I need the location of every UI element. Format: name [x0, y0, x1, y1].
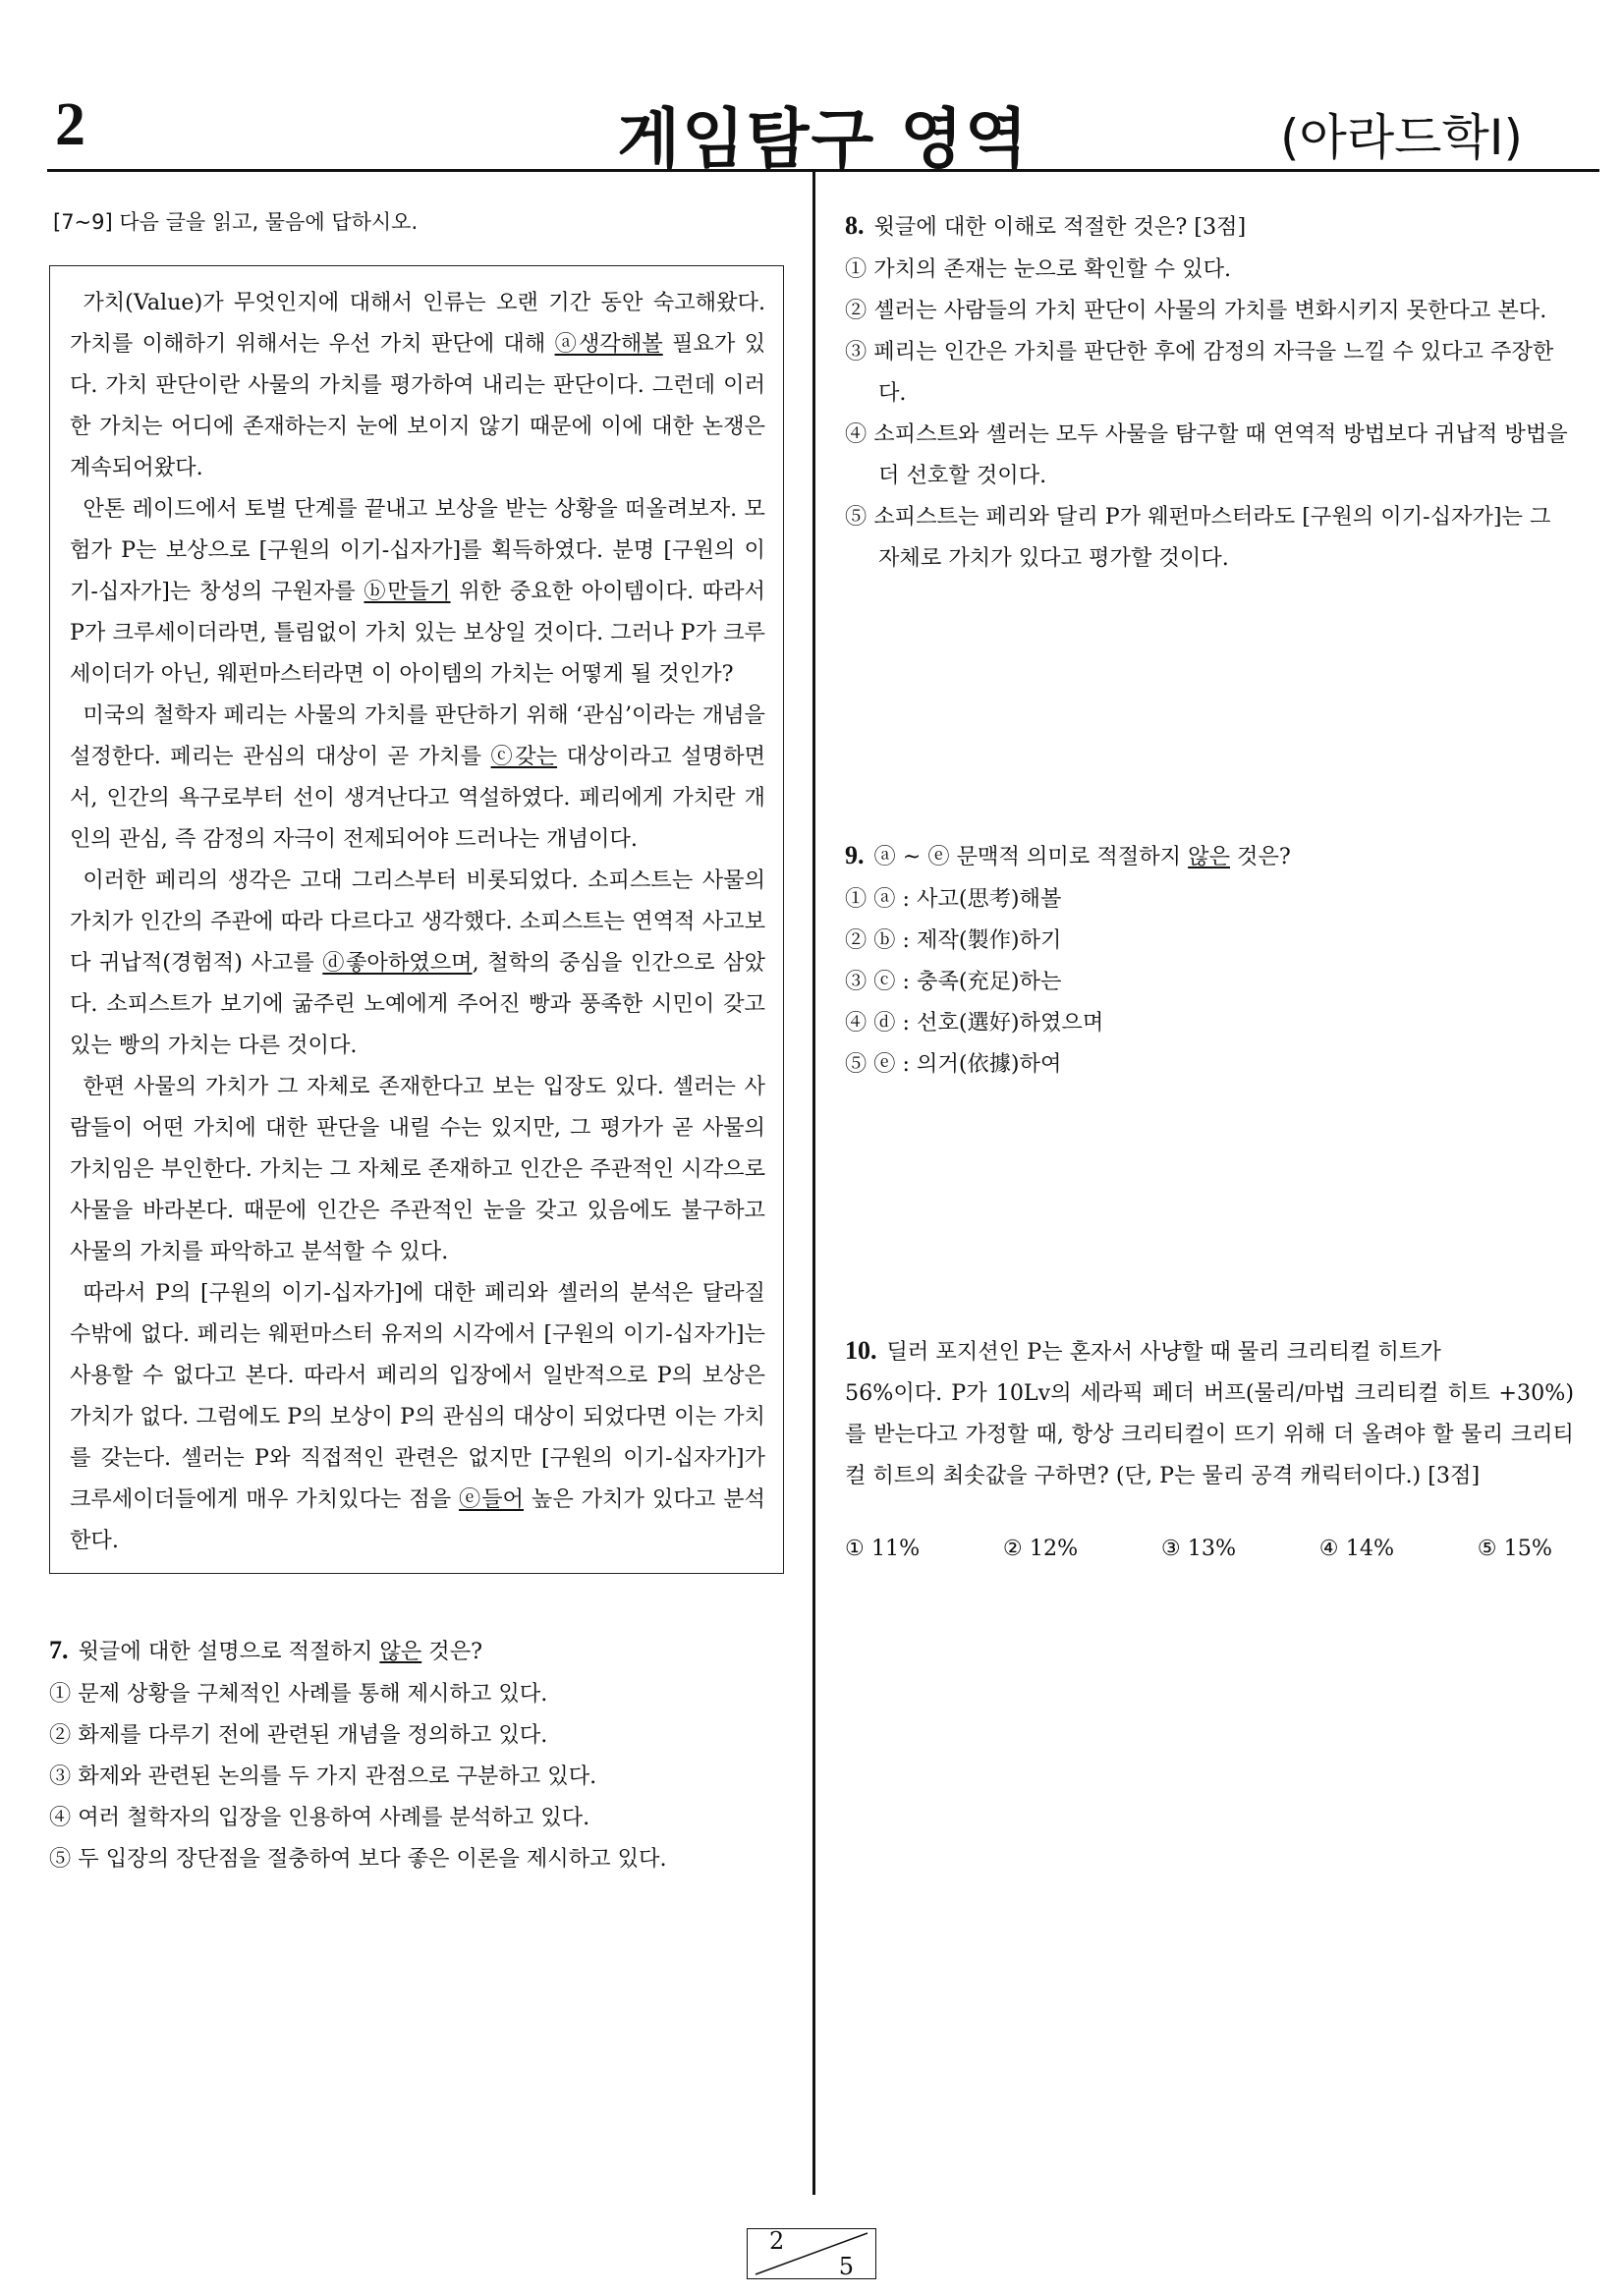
- underlined-a: ⓐ생각해볼: [554, 331, 663, 357]
- page-header: [47, 86, 1599, 177]
- right-column: [845, 206, 1574, 1561]
- answer-option[interactable]: ② 12%: [1002, 1536, 1079, 1561]
- underlined-c: ⓒ갖는: [490, 744, 558, 769]
- passage-paragraph: 한편 사물의 가치가 그 자체로 존재한다고 보는 입장도 있다. 셸러는 사람들이 어떤 가치에 대한 판단을 내릴 수는 있지만, 그 평가가 곧 사물의 가치임은 부인한다. 가치는 그 자체로 존재하고 인간은 주관적인 시각으로 사물을 바라본다. 때문에 인간은 주관적인 눈을 갖고 있음에도 불구하고 사물의 가치를 파악하고 분석할 수 있다.: [70, 1074, 765, 1264]
- answer-option[interactable]: ③ ⓒ : 충족(充足)하는: [845, 969, 1062, 994]
- question-10: [845, 1330, 1574, 1561]
- question-8: [845, 206, 1574, 579]
- passage-paragraph: 가치(Value)가 무엇인지에 대해서 인류는 오랜 기간 동안 숙고해왔다. 가치를 이해하기 위해서는 우선 가치 판단에 대해 ⓐ생각해볼 필요가 있다. 가치 판단이란 사물의 가치를 평가하여 내리는 판단이다. 그런데 이러한 가치는 어디에 존재하는지 눈에 보이지 않기 때문에 이에 대한 논쟁은 계속되어왔다.: [70, 290, 765, 480]
- page-indicator-slash: [748, 2229, 875, 2278]
- answer-option[interactable]: ② 셸러는 사람들의 가치 판단이 사물의 가치를 변화시키지 못한다고 본다.: [845, 298, 1547, 323]
- answer-option[interactable]: ① 11%: [845, 1536, 921, 1561]
- passage-paragraph: 미국의 철학자 페리는 사물의 가치를 판단하기 위해 ‘관심’이라는 개념을 설정한다. 페리는 관심의 대상이 곧 가치를 ⓒ갖는 대상이라고 설명하면서, 인간의 욕구로부터 선이 생겨난다고 역설하였다. 페리에게 가치란 개인의 관심, 즉 감정의 자극이 전제되어야 드러나는 개념이다.: [70, 702, 765, 852]
- exam-title: 게임탐구 영역: [617, 101, 1030, 177]
- left-column: [49, 206, 784, 1879]
- answer-option[interactable]: ③ 13%: [1160, 1536, 1237, 1561]
- answer-option[interactable]: ⑤ 소피스트는 페리와 달리 P가 웨펀마스터라도 [구원의 이기-십자가]는 그 자체로 가치가 있다고 평가할 것이다.: [845, 504, 1551, 571]
- total-pages: 5: [838, 2253, 854, 2280]
- header-rule: [47, 169, 1599, 172]
- reading-passage: [49, 265, 784, 1574]
- answer-option[interactable]: ② ⓑ : 제작(製作)하기: [845, 927, 1062, 953]
- answer-option[interactable]: ④ ⓓ : 선호(選好)하였으며: [845, 1010, 1104, 1036]
- answer-options-row: [845, 1536, 1552, 1561]
- answer-option[interactable]: ④ 여러 철학자의 입장을 인용하여 사례를 분석하고 있다.: [49, 1805, 590, 1830]
- answer-option[interactable]: ② 화제를 다루기 전에 관련된 개념을 정의하고 있다.: [49, 1722, 548, 1748]
- subject-label: (아라드학Ⅰ): [1280, 109, 1523, 166]
- passage-paragraph: 따라서 P의 [구원의 이기-십자가]에 대한 페리와 셸러의 분석은 달라질 수밖에 없다. 페리는 웨펀마스터 유저의 시각에서 [구원의 이기-십자가]는 사용할 수 없다고 본다. 따라서 페리의 입장에서 일반적으로 P의 보상은 가치가 없다. 그럼에도 P의 보상이 P의 관심의 대상이 되었다면 이는 가치를 갖는다. 셸러는 P와 직접적인 관련은 없지만 [구원의 이기-십자가]가 크루세이더들에게 매우 가치있다는 점을 ⓔ들어 높은 가치가 있다고 분석한다.: [70, 1280, 765, 1553]
- answer-option[interactable]: ⑤ ⓔ : 의거(依據)하여: [845, 1051, 1062, 1077]
- answer-option[interactable]: ③ 페리는 인간은 가치를 판단한 후에 감정의 자극을 느낄 수 있다고 주장한다.: [845, 339, 1554, 406]
- column-divider: [812, 171, 815, 2195]
- answer-option[interactable]: ⑤ 두 입장의 장단점을 절충하여 보다 좋은 이론을 제시하고 있다.: [49, 1846, 667, 1872]
- question-stem-continued: 56%이다. P가 10Lv의 세라픽 페더 버프(물리/마법 크리티컬 히트 +30%)를 받는다고 가정할 때, 항상 크리티컬이 뜨기 위해 더 올려야 할 물리 크리티컬 히트의 최솟값을 구하면? (단, P는 물리 공격 캐릭터이다.) [3점]: [845, 1380, 1574, 1488]
- answer-option[interactable]: ⑤ 15%: [1477, 1536, 1552, 1561]
- question-9: [845, 836, 1574, 1085]
- passage-paragraph: 이러한 페리의 생각은 고대 그리스부터 비롯되었다. 소피스트는 사물의 가치가 인간의 주관에 따라 다르다고 생각했다. 소피스트는 연역적 사고보다 귀납적(경험적) 사고를 ⓓ좋아하였으며, 철학의 중심을 인간으로 삼았다. 소피스트가 보기에 굶주린 노예에게 주어진 빵과 풍족한 시민이 갖고 있는 빵의 가치는 다른 것이다.: [70, 868, 765, 1058]
- underlined-b: ⓑ만들기: [364, 579, 451, 604]
- question-stem: 7. 윗글에 대한 설명으로 적절하지 않은 것은?: [49, 1636, 483, 1664]
- passage-paragraph: 안톤 레이드에서 토벌 단계를 끝내고 보상을 받는 상황을 떠올려보자. 모험가 P는 보상으로 [구원의 이기-십자가]를 획득하였다. 분명 [구원의 이기-십자가]는 창성의 구원자를 ⓑ만들기 위한 중요한 아이템이다. 따라서 P가 크루세이더라면, 틀림없이 가치 있는 보상일 것이다. 그러나 P가 크루세이더가 아닌, 웨펀마스터라면 이 아이템의 가치는 어떻게 될 것인가?: [70, 496, 765, 687]
- underlined-e: ⓔ들어: [459, 1486, 524, 1512]
- passage-instruction: [7~9] 다음 글을 읽고, 물음에 답하시오.: [53, 210, 419, 234]
- answer-option[interactable]: ④ 소피스트와 셸러는 모두 사물을 탐구할 때 연역적 방법보다 귀납적 방법을 더 선호할 것이다.: [845, 421, 1568, 488]
- answer-option[interactable]: ④ 14%: [1318, 1536, 1395, 1561]
- question-stem: 10. 딜러 포지션인 P는 혼자서 사냥할 때 물리 크리티컬 히트가: [845, 1336, 1441, 1365]
- answer-option[interactable]: ① 가치의 존재는 눈으로 확인할 수 있다.: [845, 256, 1232, 282]
- question-stem: 8. 윗글에 대한 이해로 적절한 것은? [3점]: [845, 211, 1247, 240]
- answer-option[interactable]: ① 문제 상황을 구체적인 사례를 통해 제시하고 있다.: [49, 1681, 548, 1707]
- answer-option[interactable]: ① ⓐ : 사고(思考)해볼: [845, 886, 1062, 912]
- question-stem: 9. ⓐ ~ ⓔ 문맥적 의미로 적절하지 않은 것은?: [845, 841, 1291, 869]
- page-number: 2: [55, 91, 85, 158]
- page-indicator: [747, 2228, 876, 2279]
- question-7: [49, 1631, 784, 1879]
- answer-option[interactable]: ③ 화제와 관련된 논의를 두 가지 관점으로 구분하고 있다.: [49, 1764, 597, 1789]
- underlined-d: ⓓ좋아하였으며: [322, 950, 473, 976]
- current-page: 2: [769, 2227, 785, 2255]
